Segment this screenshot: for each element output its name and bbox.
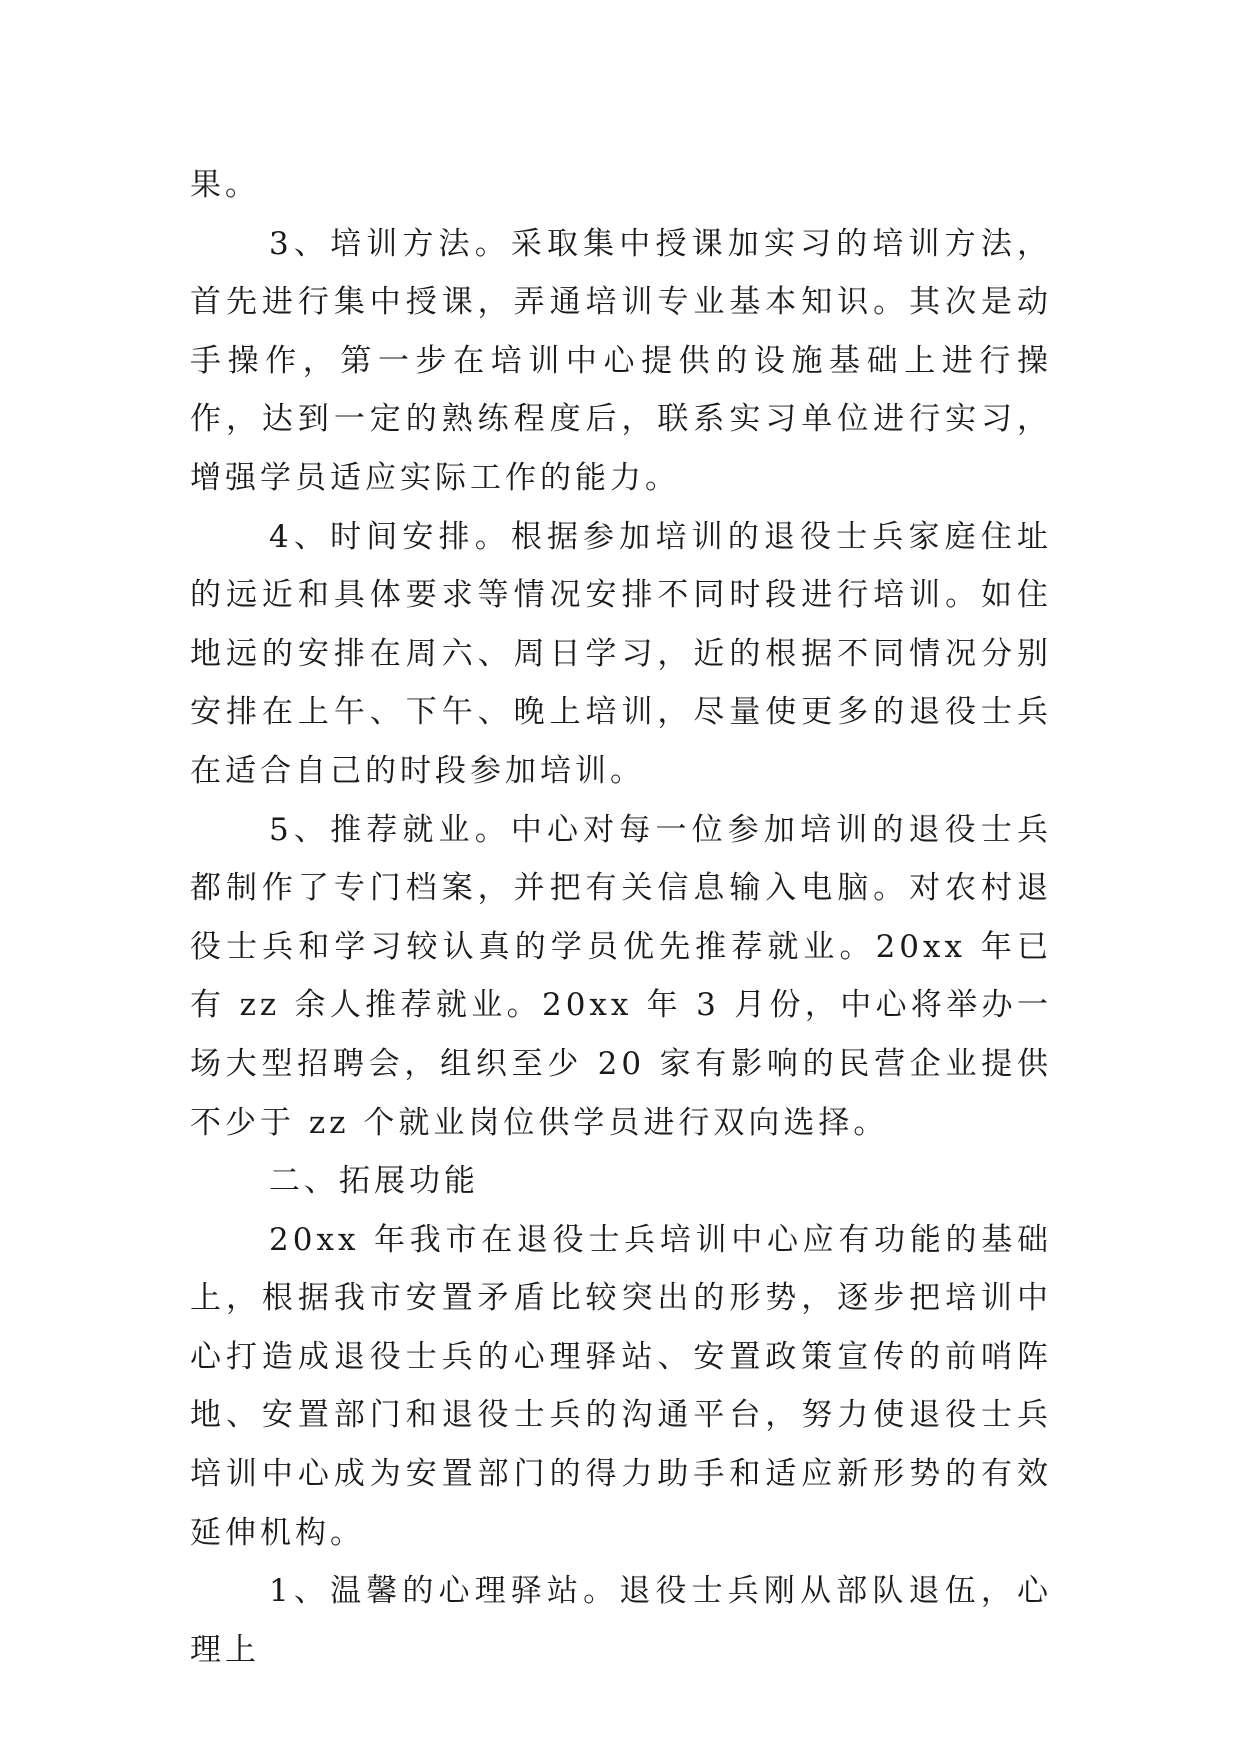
paragraph-time-arrangement: 4、时间安排。根据参加培训的退役士兵家庭住址的远近和具体要求等情况安排不同时段进行培训。如住地远的安排在周六、周日学习，近的根据不同情况分别安排在上午、下午、晚上培训，尽量使更多的退役士兵在适合自己的时段参加培训。 [190, 518, 1052, 789]
paragraph-psychological-station: 1、温馨的心理驿站。退役士兵刚从部队退伍，心理上 [190, 1573, 1052, 1668]
paragraph-training-method: 3、培训方法。采取集中授课加实习的培训方法，首先进行集中授课，弄通培训专业基本知识。其次是动手操作，第一步在培训中心提供的设施基础上进行操作，达到一定的熟练程度后，联系实习单位进行实习，增强学员适应实际工作的能力。 [190, 225, 1052, 496]
section-heading-expand-functions: 二、拓展功能 [269, 1163, 480, 1200]
paragraph-employment-recommendation: 5、推荐就业。中心对每一位参加培训的退役士兵都制作了专门档案，并把有关信息输入电脑。对农村退役士兵和学习较认真的学员优先推荐就业。20xx 年已有 zz 余人推荐就业。20xx 年 3 月份，中心将举办一场大型招聘会，组织至少 20 家有影响的民营企业提供不少于 zz 个就业岗位供学员进行双向选择。 [190, 811, 1052, 1141]
paragraph-expand-functions-intro: 20xx 年我市在退役士兵培训中心应有功能的基础上，根据我市安置矛盾比较突出的形势，逐步把培训中心打造成退役士兵的心理驿站、安置政策宣传的前哨阵地、安置部门和退役士兵的沟通平台，努力使退役士兵培训中心成为安置部门的得力助手和适应新形势的有效延伸机构。 [190, 1221, 1052, 1551]
paragraph-continuation: 果。 [190, 167, 260, 203]
document-body [190, 156, 1052, 1679]
